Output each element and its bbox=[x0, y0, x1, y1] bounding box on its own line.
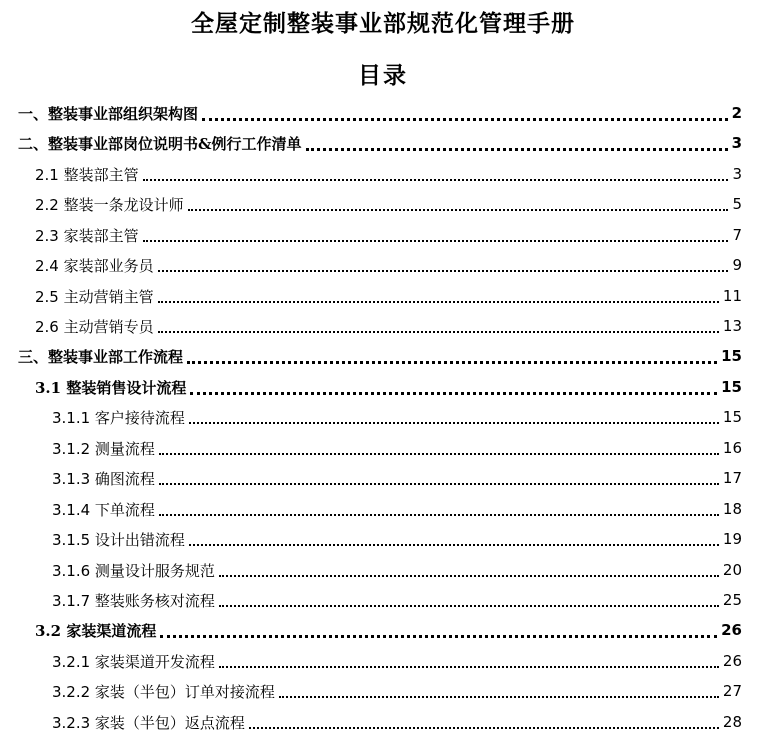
toc-entry-label: 3.1.5 设计出错流程 bbox=[52, 530, 185, 549]
toc-leader-dots bbox=[158, 287, 719, 303]
toc-entry-page: 3 bbox=[731, 134, 742, 152]
toc-entry-2-3[interactable] bbox=[35, 220, 742, 250]
toc-entry-3-2[interactable] bbox=[35, 615, 742, 645]
toc-entry-section-1[interactable] bbox=[18, 98, 742, 128]
toc-entry-page: 18 bbox=[722, 500, 742, 518]
toc-leader-dots bbox=[158, 317, 719, 333]
toc-entry-page: 28 bbox=[722, 713, 742, 731]
toc-entry-page: 17 bbox=[722, 469, 742, 487]
toc-entry-3-1-5[interactable] bbox=[52, 524, 742, 554]
toc-entry-page: 15 bbox=[721, 378, 742, 396]
toc-entry-2-2[interactable] bbox=[35, 189, 742, 219]
toc-entry-label: 2.2 整装一条龙设计师 bbox=[35, 195, 184, 214]
toc-leader-dots bbox=[279, 682, 719, 698]
toc-leader-dots bbox=[159, 469, 719, 485]
toc-entry-2-6[interactable] bbox=[35, 311, 742, 341]
toc-entry-2-4[interactable] bbox=[35, 250, 742, 280]
toc-entry-label: 2.4 家装部业务员 bbox=[35, 256, 154, 275]
document-title: 全屋定制整装事业部规范化管理手册 bbox=[191, 10, 575, 37]
toc-entry-page: 26 bbox=[722, 652, 742, 670]
toc-leader-dots bbox=[188, 195, 729, 211]
toc-leader-dots bbox=[249, 713, 719, 729]
toc-entry-label: 一、整装事业部组织架构图 bbox=[18, 104, 199, 123]
toc-entry-page: 3 bbox=[732, 165, 742, 183]
toc-entry-3-1-3[interactable] bbox=[52, 463, 742, 493]
toc-leader-dots bbox=[187, 347, 717, 364]
toc-entry-label: 3.1.4 下单流程 bbox=[52, 500, 155, 519]
toc-entry-label: 2.5 主动营销主管 bbox=[35, 287, 154, 306]
toc-entry-label: 2.3 家装部主管 bbox=[35, 226, 139, 245]
toc-entry-label: 3.1.6 测量设计服务规范 bbox=[52, 561, 215, 580]
toc-leader-dots bbox=[202, 104, 728, 121]
toc-heading: 目录 bbox=[358, 62, 408, 89]
toc-entry-label: 3.1.7 整装账务核对流程 bbox=[52, 591, 215, 610]
toc-leader-dots bbox=[306, 134, 728, 151]
toc-entry-2-5[interactable] bbox=[35, 281, 742, 311]
toc-entry-3-1-4[interactable] bbox=[52, 494, 742, 524]
toc-entry-3-1-2[interactable] bbox=[52, 433, 742, 463]
toc-leader-dots bbox=[143, 226, 729, 242]
toc-entry-page: 19 bbox=[722, 530, 742, 548]
toc-leader-dots bbox=[219, 561, 719, 577]
toc-entry-label: 3.1.3 确图流程 bbox=[52, 469, 155, 488]
toc-entry-3-1-6[interactable] bbox=[52, 555, 742, 585]
toc-entry-section-2[interactable] bbox=[18, 128, 742, 158]
toc-leader-dots bbox=[159, 500, 719, 516]
toc-leader-dots bbox=[160, 621, 717, 638]
toc-entry-section-3[interactable] bbox=[18, 341, 742, 371]
toc-entry-page: 26 bbox=[721, 621, 742, 639]
toc-entry-3-2-1[interactable] bbox=[52, 646, 742, 676]
toc-entry-page: 15 bbox=[722, 408, 742, 426]
toc-entry-page: 11 bbox=[722, 287, 742, 305]
toc-entry-3-1-1[interactable] bbox=[52, 402, 742, 432]
toc-entry-3-1-7[interactable] bbox=[52, 585, 742, 615]
toc-entry-label: 3.2 家装渠道流程 bbox=[35, 621, 157, 640]
toc-entry-2-1[interactable] bbox=[35, 159, 742, 189]
toc-entry-page: 9 bbox=[732, 256, 742, 274]
toc-leader-dots bbox=[189, 530, 719, 546]
toc-leader-dots bbox=[190, 378, 717, 395]
toc-entry-label: 3.2.3 家装（半包）返点流程 bbox=[52, 713, 245, 732]
toc-entry-page: 25 bbox=[722, 591, 742, 609]
toc-entry-page: 27 bbox=[722, 682, 742, 700]
toc-entry-3-1[interactable] bbox=[35, 372, 742, 402]
toc-entry-label: 3.2.2 家装（半包）订单对接流程 bbox=[52, 682, 275, 701]
toc-leader-dots bbox=[219, 652, 719, 668]
toc-entry-label: 3.1.1 客户接待流程 bbox=[52, 408, 185, 427]
toc-entry-label: 二、整装事业部岗位说明书&例行工作清单 bbox=[18, 134, 302, 153]
toc-entry-label: 3.1.2 测量流程 bbox=[52, 439, 155, 458]
toc-entry-label: 3.1 整装销售设计流程 bbox=[35, 378, 187, 397]
toc-entry-page: 16 bbox=[722, 439, 742, 457]
toc-leader-dots bbox=[143, 165, 729, 181]
toc-entry-page: 15 bbox=[721, 347, 742, 365]
toc-leader-dots bbox=[189, 408, 719, 424]
toc-entry-label: 三、整装事业部工作流程 bbox=[18, 347, 184, 366]
toc-leader-dots bbox=[219, 591, 719, 607]
toc-entry-3-2-3[interactable] bbox=[52, 707, 742, 737]
toc-entry-3-2-2[interactable] bbox=[52, 676, 742, 706]
toc-leader-dots bbox=[159, 439, 719, 455]
toc-entry-label: 3.2.1 家装渠道开发流程 bbox=[52, 652, 215, 671]
toc-entry-page: 2 bbox=[731, 104, 742, 122]
toc-entry-page: 5 bbox=[732, 195, 742, 213]
toc-entry-page: 13 bbox=[722, 317, 742, 335]
toc-entry-page: 7 bbox=[732, 226, 742, 244]
toc-leader-dots bbox=[158, 256, 729, 272]
toc-entry-page: 20 bbox=[722, 561, 742, 579]
toc-entry-label: 2.1 整装部主管 bbox=[35, 165, 139, 184]
toc-entry-label: 2.6 主动营销专员 bbox=[35, 317, 154, 336]
